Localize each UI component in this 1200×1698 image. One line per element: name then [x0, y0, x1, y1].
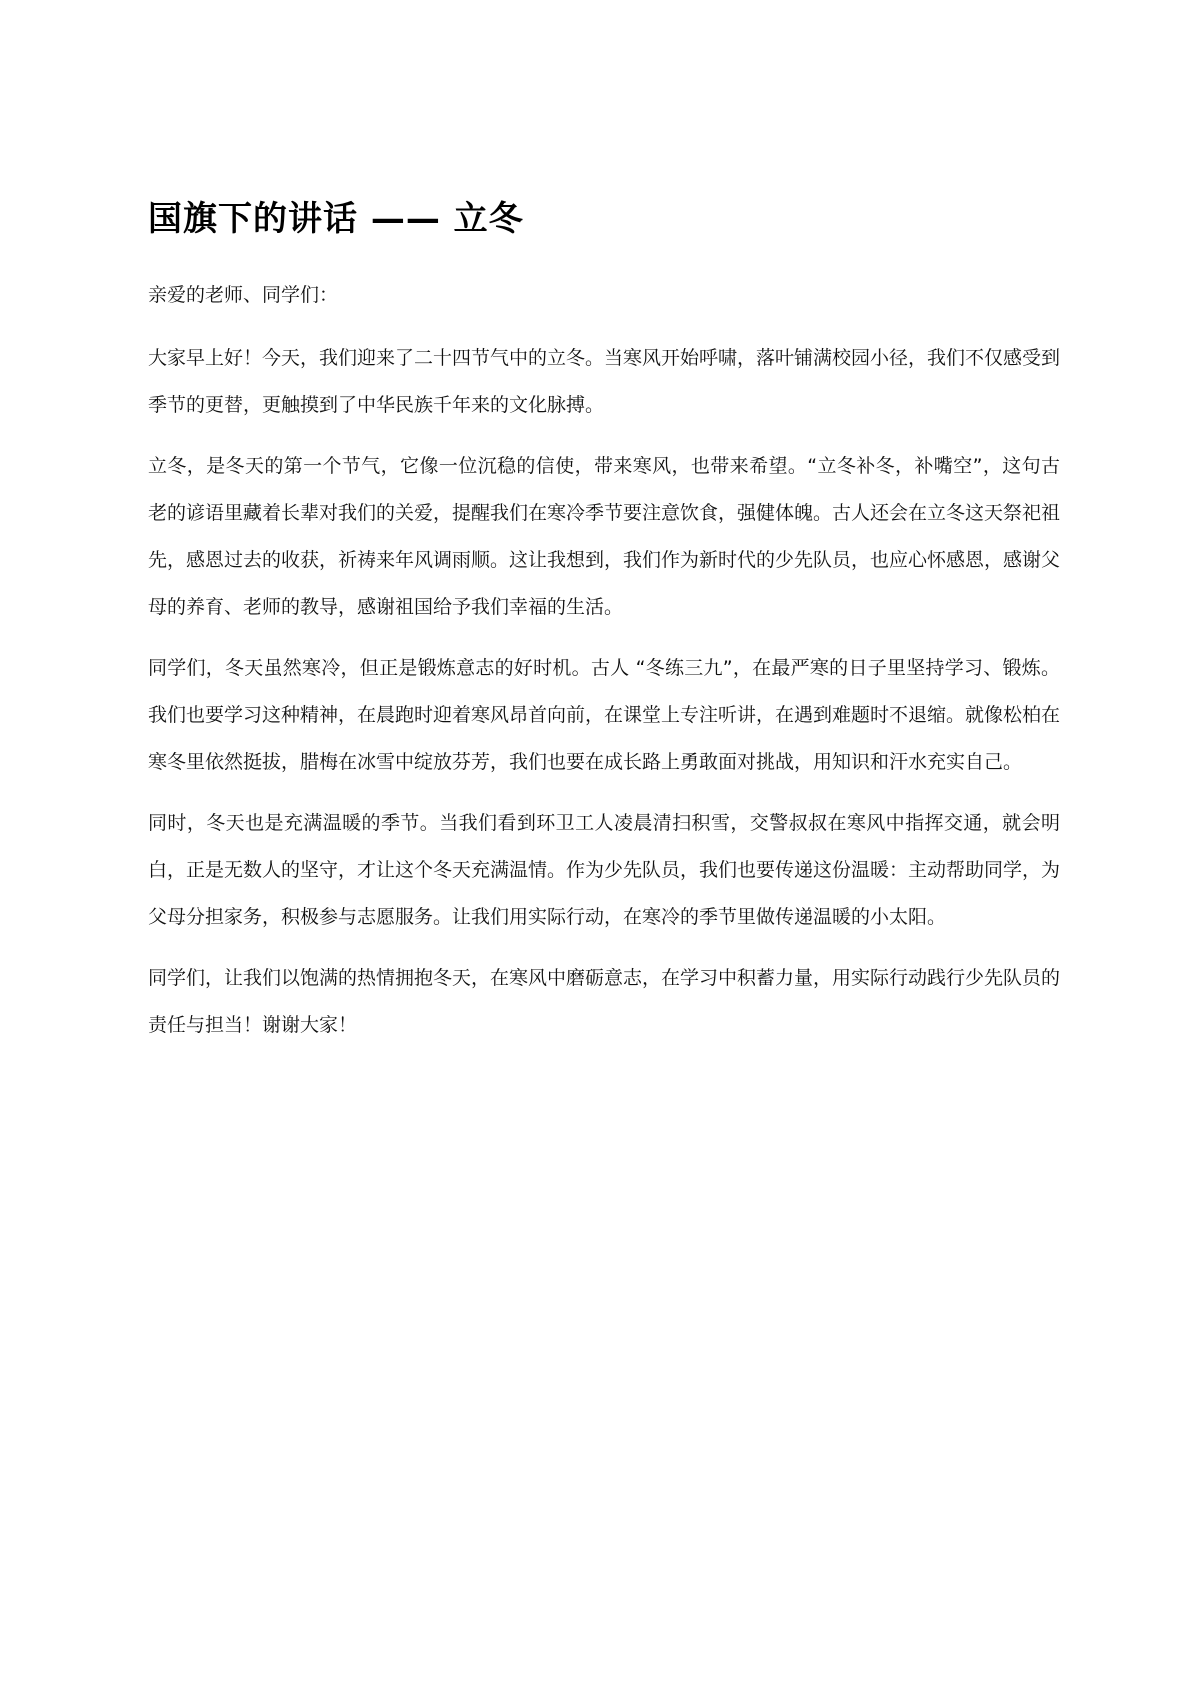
- document-title: 国旗下的讲话 —— 立冬: [148, 199, 524, 239]
- paragraph: 大家早上好！今天，我们迎来了二十四节气中的立冬。当寒风开始呼啸，落叶铺满校园小径，我们不仅感受到季节的更替，更触摸到了中华民族千年来的文化脉搏。: [148, 347, 1061, 416]
- paragraph: 同学们，让我们以饱满的热情拥抱冬天，在寒风中磨砺意志，在学习中积蓄力量，用实际行动践行少先队员的责任与担当！谢谢大家！: [148, 967, 1061, 1036]
- document-body: [148, 196, 1060, 1063]
- paragraph: 立冬，是冬天的第一个节气，它像一位沉稳的信使，带来寒风，也带来希望。“立冬补冬，补嘴空”，这句古老的谚语里藏着长辈对我们的关爱，提醒我们在寒冷季节要注意饮食，强健体魄。古人还会在立冬这天祭祀祖先，感恩过去的收获，祈祷来年风调雨顺。这让我想到，我们作为新时代的少先队员，也应心怀感恩，感谢父母的养育、老师的教导，感谢祖国给予我们幸福的生活。: [148, 455, 1061, 618]
- salutation: 亲爱的老师、同学们：: [148, 284, 339, 306]
- paragraph: 同学们，冬天虽然寒冷，但正是锻炼意志的好时机。古人 “冬练三九”，在最严寒的日子里坚持学习、锻炼。我们也要学习这种精神，在晨跑时迎着寒风昂首向前，在课堂上专注听讲，在遇到难题时不退缩。就像松柏在寒冬里依然挺拔，腊梅在冰雪中绽放芬芳，我们也要在成长路上勇敢面对挑战，用知识和汗水充实自己。: [148, 657, 1061, 773]
- paragraph: 同时，冬天也是充满温暖的季节。当我们看到环卫工人凌晨清扫积雪，交警叔叔在寒风中指挥交通，就会明白，正是无数人的坚守，才让这个冬天充满温情。作为少先队员，我们也要传递这份温暖：主动帮助同学，为父母分担家务，积极参与志愿服务。让我们用实际行动，在寒冷的季节里做传递温暖的小太阳。: [148, 812, 1061, 928]
